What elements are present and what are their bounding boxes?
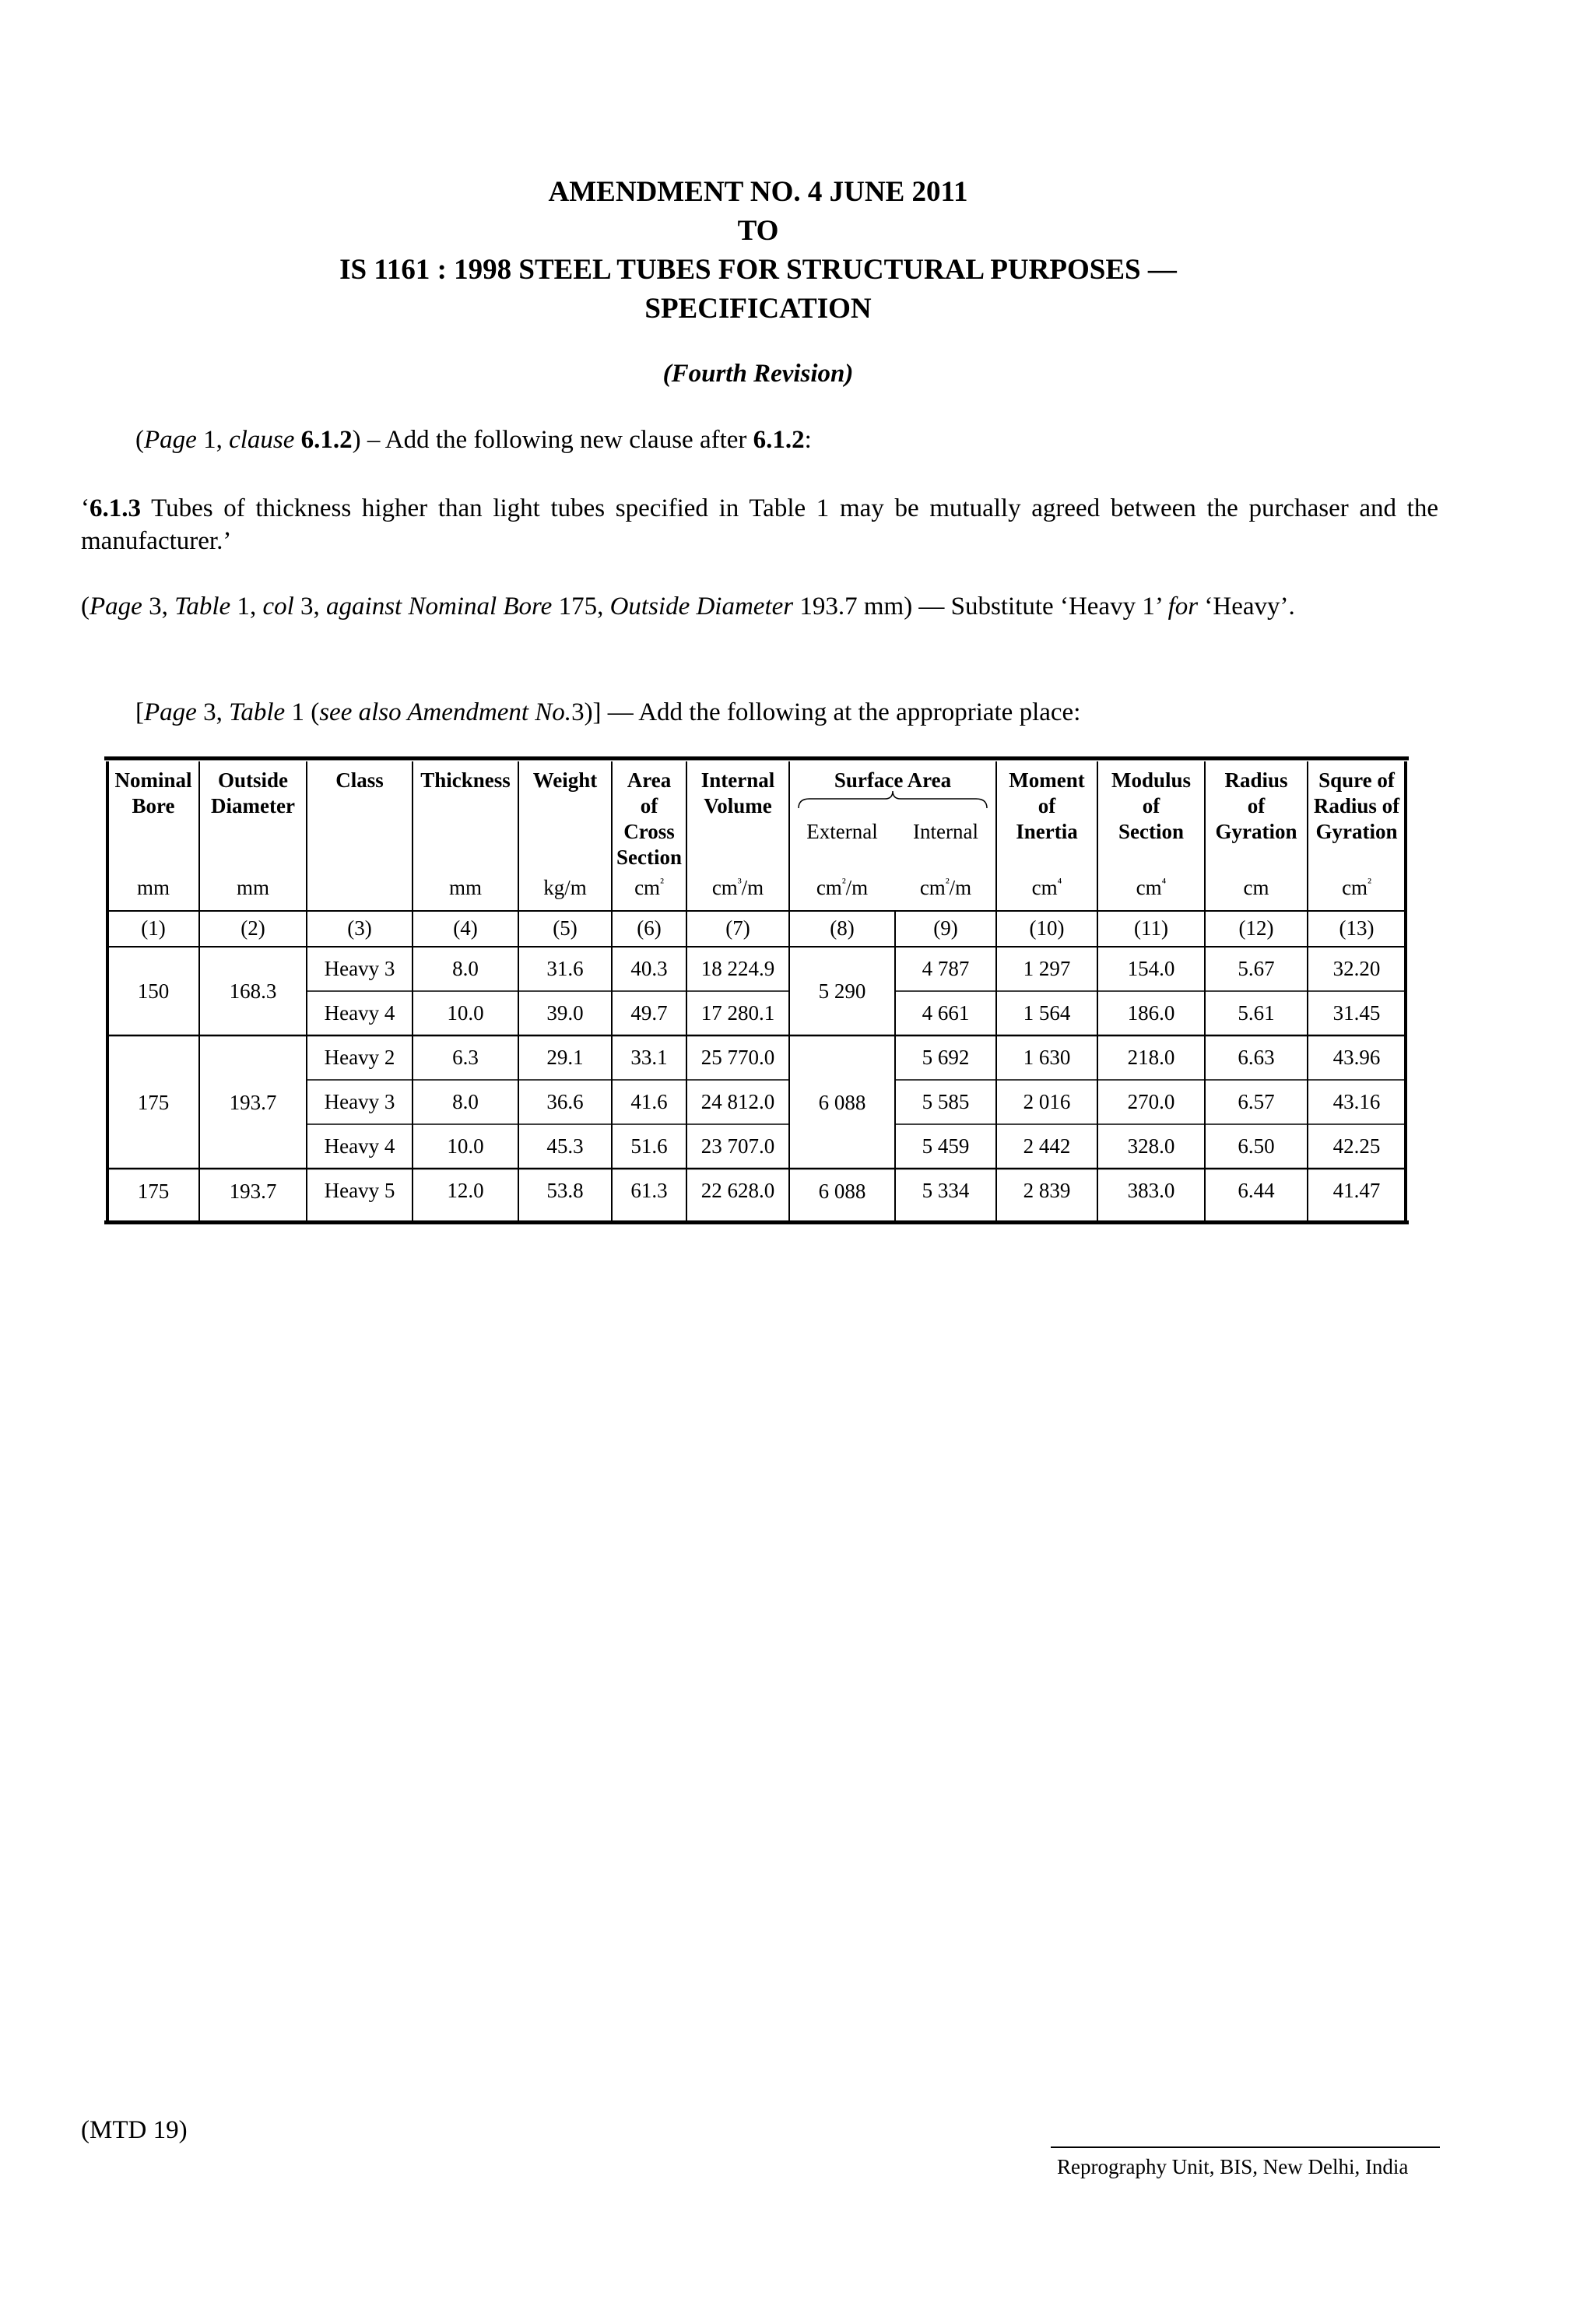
table-cell: 53.8 [546, 1179, 584, 1202]
column-header: Radius of Gyration [1215, 768, 1297, 843]
column-header: Nominal Bore [114, 768, 192, 817]
column-number: (4) [453, 916, 478, 940]
table-cell: 39.0 [546, 1001, 584, 1025]
table-cell: 5 692 [922, 1046, 970, 1069]
table-cell: 2 016 [1023, 1090, 1071, 1113]
table-cell: 10.0 [447, 1134, 484, 1158]
table-cell: 5.61 [1238, 1001, 1275, 1025]
surface-external-cell: 6 088 [818, 1090, 866, 1114]
table-cell: 154.0 [1127, 957, 1175, 980]
footer-rule [1051, 2146, 1440, 2148]
table-cell: 29.1 [546, 1046, 584, 1069]
table-cell: 6.3 [452, 1046, 479, 1069]
surface-external-cell: 6 088 [818, 1179, 866, 1203]
table-cell: 1 564 [1023, 1001, 1071, 1025]
table-cell: 23 707.0 [700, 1134, 775, 1158]
sub-header-internal: Internal [913, 820, 978, 843]
outside-diameter-cell: 193.7 [229, 1179, 277, 1203]
table-cell: Heavy 3 [324, 1090, 395, 1113]
table-cell: Heavy 2 [324, 1046, 395, 1069]
document-title [0, 173, 1516, 329]
unit-label: cm [1243, 876, 1269, 899]
column-header: Thickness [420, 768, 511, 792]
table-cell: Heavy 3 [324, 957, 395, 980]
table-cell: 5 334 [922, 1179, 970, 1202]
unit-label: $cm^{^3}/m$ [711, 876, 764, 899]
paragraph-substitute: (Page 3, Table 1, col 3, against Nominal Bore 175, Outside Diameter 193.7 mm) — Substitute ‘Heavy 1’ for ‘Heavy’. [81, 592, 1295, 621]
table-cell: 6.44 [1238, 1179, 1275, 1202]
table-cell: 5.67 [1238, 957, 1275, 980]
table-cell: 8.0 [452, 1090, 479, 1113]
table-cell: 41.47 [1332, 1179, 1381, 1202]
publisher-imprint: Reprography Unit, BIS, New Delhi, India [1057, 2155, 1409, 2178]
column-number: (8) [830, 916, 855, 940]
column-header: Surface Area [834, 768, 952, 792]
document-subtitle: (Fourth Revision) [662, 360, 854, 388]
table-cell: 61.3 [630, 1179, 668, 1202]
title-line-4: SPECIFICATION [644, 293, 872, 325]
title-line-2: TO [737, 215, 779, 247]
table-cell: 18 224.9 [700, 957, 775, 980]
outside-diameter-cell: 193.7 [229, 1090, 277, 1114]
table-cell: 328.0 [1127, 1134, 1175, 1158]
committee-reference: (MTD 19) [81, 2116, 188, 2144]
column-number: (5) [553, 916, 578, 940]
column-header: Outside Diameter [211, 768, 295, 817]
paragraph-clause-6-1-3: ‘6.1.3 Tubes of thickness higher than light tubes specified in Table 1 may be mutually agreed between the purchaser and the manufacturer.’ [81, 494, 1438, 555]
column-header: Moment of Inertia [1009, 768, 1085, 843]
column-number: (11) [1134, 916, 1168, 940]
unit-label: $cm^{^2}$ [1342, 876, 1371, 899]
unit-label: $cm^{^4}$ [1031, 876, 1062, 899]
table-cell: 36.6 [546, 1090, 584, 1113]
nominal-bore-cell: 150 [137, 979, 170, 1003]
table-cell: 12.0 [447, 1179, 484, 1202]
table-cell: 4 661 [922, 1001, 970, 1025]
table-cell: 5 459 [922, 1134, 970, 1158]
title-line-3: IS 1161 : 1998 STEEL TUBES FOR STRUCTURAL PURPOSES — [339, 254, 1177, 286]
unit-label: mm [236, 876, 269, 899]
column-number: (10) [1029, 916, 1065, 940]
table-cell: 25 770.0 [700, 1046, 775, 1069]
unit-label: kg/m [543, 876, 587, 899]
table-cell: 1 630 [1023, 1046, 1071, 1069]
table-cell: 5 585 [922, 1090, 970, 1113]
column-number: (3) [347, 916, 372, 940]
column-number: (2) [241, 916, 265, 940]
column-number: (6) [637, 916, 662, 940]
surface-area-brace [799, 791, 987, 808]
unit-label: mm [136, 876, 170, 899]
nominal-bore-cell: 175 [137, 1090, 170, 1114]
surface-external-cell: 5 290 [818, 979, 866, 1003]
column-number: (7) [725, 916, 750, 940]
unit-label: $cm^{^2}$ [634, 876, 664, 899]
table-cell: 1 297 [1023, 957, 1071, 980]
table-cell: 4 787 [922, 957, 970, 980]
table-cell: 10.0 [447, 1001, 484, 1025]
unit-label: $cm^{^2}/m$ [919, 876, 972, 899]
paragraph-add-clause: (Page 1, clause 6.1.2) – Add the following new clause after 6.1.2: [135, 426, 812, 454]
table-cell: Heavy 4 [324, 1134, 395, 1158]
nominal-bore-cell: 175 [137, 1179, 170, 1203]
table-cell: Heavy 4 [324, 1001, 395, 1025]
sub-header-external: External [806, 820, 878, 843]
table-cell: 32.20 [1332, 957, 1381, 980]
column-header: Class [335, 768, 384, 792]
paragraph-add-table: [Page 3, Table 1 (see also Amendment No.3)] — Add the following at the appropriate place: [135, 698, 1081, 726]
table-cell: 41.6 [630, 1090, 668, 1113]
table-cell: 17 280.1 [700, 1001, 775, 1025]
table-cell: 218.0 [1127, 1046, 1175, 1069]
table-cell: Heavy 5 [324, 1179, 395, 1202]
table-cell: 6.57 [1238, 1090, 1275, 1113]
table-cell: 2 839 [1023, 1179, 1071, 1202]
column-header: Squre of Radius of Gyration [1313, 768, 1400, 843]
table-cell: 2 442 [1023, 1134, 1071, 1158]
table-cell: 40.3 [630, 957, 668, 980]
table-cell: 49.7 [630, 1001, 668, 1025]
column-header: Area of Cross Section [616, 768, 682, 869]
column-header: Internal Volume [700, 768, 775, 817]
amendment-table [104, 749, 1409, 1230]
table-cell: 270.0 [1127, 1090, 1175, 1113]
column-header: Weight [532, 768, 598, 792]
unit-label: $cm^{^4}$ [1136, 876, 1167, 899]
column-number: (1) [141, 916, 166, 940]
unit-label: $cm^{^2}/m$ [816, 876, 869, 899]
column-number: (9) [933, 916, 958, 940]
table-cell: 45.3 [546, 1134, 584, 1158]
table-cell: 33.1 [630, 1046, 668, 1069]
table-cell: 31.45 [1332, 1001, 1381, 1025]
table-cell: 22 628.0 [700, 1179, 775, 1202]
table-cell: 43.96 [1332, 1046, 1381, 1069]
table-cell: 31.6 [546, 957, 584, 980]
column-header: Modulus of Section [1111, 768, 1192, 843]
table-cell: 42.25 [1332, 1134, 1381, 1158]
table-cell: 383.0 [1127, 1179, 1175, 1202]
column-number: (12) [1238, 916, 1274, 940]
title-line-1: AMENDMENT NO. 4 JUNE 2011 [548, 176, 968, 208]
table-cell: 6.63 [1238, 1046, 1275, 1069]
outside-diameter-cell: 168.3 [229, 979, 277, 1003]
unit-label: mm [448, 876, 482, 899]
table-cell: 186.0 [1127, 1001, 1175, 1025]
table-cell: 43.16 [1332, 1090, 1381, 1113]
column-number: (13) [1339, 916, 1375, 940]
table-cell: 51.6 [630, 1134, 668, 1158]
table-cell: 8.0 [452, 957, 479, 980]
table-cell: 6.50 [1238, 1134, 1275, 1158]
table-cell: 24 812.0 [700, 1090, 775, 1113]
